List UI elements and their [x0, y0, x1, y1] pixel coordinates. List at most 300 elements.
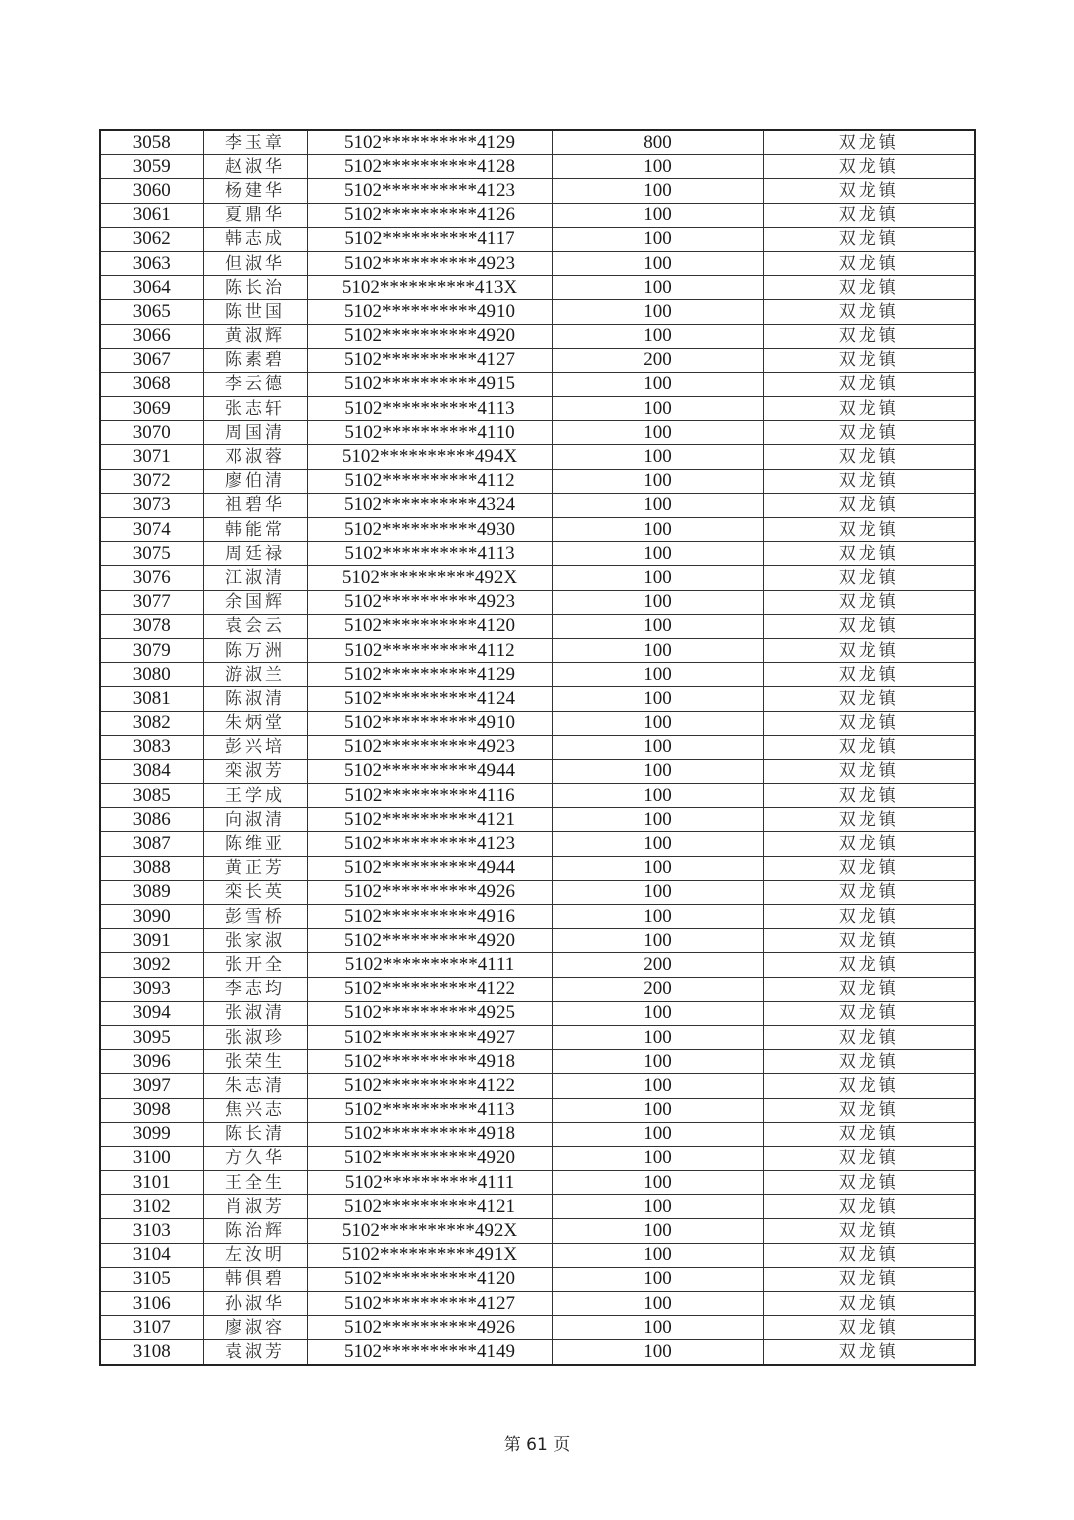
table-row: [100, 1098, 975, 1122]
table-row: [100, 1243, 975, 1267]
id-number-cell: 5102**********4920: [307, 1146, 552, 1170]
row-number-cell: 3076: [100, 566, 203, 590]
amount-cell: 100: [552, 203, 763, 227]
id-number-cell: 5102**********4113: [307, 397, 552, 421]
person-name-cell: 朱志清: [203, 1074, 307, 1098]
amount-cell: 100: [552, 324, 763, 348]
id-number-cell: 5102**********4930: [307, 518, 552, 542]
amount-cell: 100: [552, 155, 763, 179]
person-name-cell: 朱炳堂: [203, 711, 307, 735]
town-name-cell: 双龙镇: [763, 518, 975, 542]
row-number-cell: 3075: [100, 542, 203, 566]
id-number-cell: 5102**********4124: [307, 687, 552, 711]
town-name-cell: 双龙镇: [763, 1025, 975, 1049]
row-number-cell: 3108: [100, 1340, 203, 1365]
person-name-cell: 李志均: [203, 977, 307, 1001]
town-name-cell: 双龙镇: [763, 1316, 975, 1340]
id-number-cell: 5102**********4113: [307, 542, 552, 566]
row-number-cell: 3058: [100, 130, 203, 155]
amount-cell: 100: [552, 1074, 763, 1098]
town-name-cell: 双龙镇: [763, 469, 975, 493]
amount-cell: 200: [552, 953, 763, 977]
id-number-cell: 5102**********4111: [307, 1171, 552, 1195]
table-row: [100, 372, 975, 396]
person-name-cell: 彭兴培: [203, 735, 307, 759]
amount-cell: 800: [552, 130, 763, 155]
row-number-cell: 3074: [100, 518, 203, 542]
row-number-cell: 3067: [100, 348, 203, 372]
id-number-cell: 5102**********492X: [307, 566, 552, 590]
town-name-cell: 双龙镇: [763, 227, 975, 251]
table-row: [100, 638, 975, 662]
row-number-cell: 3079: [100, 638, 203, 662]
amount-cell: 100: [552, 566, 763, 590]
amount-cell: 100: [552, 518, 763, 542]
person-name-cell: 江淑清: [203, 566, 307, 590]
person-name-cell: 王学成: [203, 784, 307, 808]
town-name-cell: 双龙镇: [763, 251, 975, 275]
table-row: [100, 324, 975, 348]
row-number-cell: 3101: [100, 1171, 203, 1195]
person-name-cell: 赵淑华: [203, 155, 307, 179]
person-name-cell: 韩志成: [203, 227, 307, 251]
town-name-cell: 双龙镇: [763, 1267, 975, 1291]
person-name-cell: 夏鼎华: [203, 203, 307, 227]
row-number-cell: 3099: [100, 1122, 203, 1146]
row-number-cell: 3105: [100, 1267, 203, 1291]
table-row: [100, 687, 975, 711]
id-number-cell: 5102**********413X: [307, 276, 552, 300]
row-number-cell: 3072: [100, 469, 203, 493]
person-name-cell: 李云德: [203, 372, 307, 396]
id-number-cell: 5102**********4112: [307, 469, 552, 493]
amount-cell: 100: [552, 856, 763, 880]
amount-cell: 100: [552, 1316, 763, 1340]
amount-cell: 100: [552, 808, 763, 832]
table-row: [100, 542, 975, 566]
town-name-cell: 双龙镇: [763, 977, 975, 1001]
table-row: [100, 1001, 975, 1025]
table-row: [100, 880, 975, 904]
table-row: [100, 1292, 975, 1316]
id-number-cell: 5102**********4926: [307, 880, 552, 904]
town-name-cell: 双龙镇: [763, 711, 975, 735]
person-name-cell: 左汝明: [203, 1243, 307, 1267]
town-name-cell: 双龙镇: [763, 1122, 975, 1146]
amount-cell: 100: [552, 493, 763, 517]
row-number-cell: 3086: [100, 808, 203, 832]
person-name-cell: 陈长治: [203, 276, 307, 300]
row-number-cell: 3103: [100, 1219, 203, 1243]
town-name-cell: 双龙镇: [763, 735, 975, 759]
town-name-cell: 双龙镇: [763, 1001, 975, 1025]
town-name-cell: 双龙镇: [763, 1171, 975, 1195]
town-name-cell: 双龙镇: [763, 397, 975, 421]
table-row: [100, 929, 975, 953]
table-row: [100, 759, 975, 783]
town-name-cell: 双龙镇: [763, 566, 975, 590]
amount-cell: 100: [552, 469, 763, 493]
table-row: [100, 1316, 975, 1340]
person-name-cell: 黄淑辉: [203, 324, 307, 348]
row-number-cell: 3106: [100, 1292, 203, 1316]
person-name-cell: 肖淑芳: [203, 1195, 307, 1219]
town-name-cell: 双龙镇: [763, 638, 975, 662]
amount-cell: 100: [552, 1122, 763, 1146]
row-number-cell: 3090: [100, 905, 203, 929]
town-name-cell: 双龙镇: [763, 856, 975, 880]
id-number-cell: 5102**********4127: [307, 348, 552, 372]
amount-cell: 100: [552, 759, 763, 783]
id-number-cell: 5102**********4117: [307, 227, 552, 251]
person-name-cell: 彭雪桥: [203, 905, 307, 929]
town-name-cell: 双龙镇: [763, 276, 975, 300]
person-name-cell: 陈长清: [203, 1122, 307, 1146]
id-number-cell: 5102**********4111: [307, 953, 552, 977]
town-name-cell: 双龙镇: [763, 614, 975, 638]
row-number-cell: 3085: [100, 784, 203, 808]
row-number-cell: 3081: [100, 687, 203, 711]
id-number-cell: 5102**********492X: [307, 1219, 552, 1243]
person-name-cell: 栾长英: [203, 880, 307, 904]
amount-cell: 100: [552, 179, 763, 203]
table-row: [100, 421, 975, 445]
id-number-cell: 5102**********4123: [307, 179, 552, 203]
person-name-cell: 向淑清: [203, 808, 307, 832]
town-name-cell: 双龙镇: [763, 663, 975, 687]
town-name-cell: 双龙镇: [763, 155, 975, 179]
town-name-cell: 双龙镇: [763, 784, 975, 808]
id-number-cell: 5102**********4910: [307, 711, 552, 735]
person-name-cell: 周国清: [203, 421, 307, 445]
table-row: [100, 808, 975, 832]
person-name-cell: 张淑珍: [203, 1025, 307, 1049]
row-number-cell: 3107: [100, 1316, 203, 1340]
town-name-cell: 双龙镇: [763, 130, 975, 155]
table-row: [100, 614, 975, 638]
row-number-cell: 3102: [100, 1195, 203, 1219]
id-number-cell: 5102**********4121: [307, 808, 552, 832]
row-number-cell: 3059: [100, 155, 203, 179]
row-number-cell: 3084: [100, 759, 203, 783]
table-row: [100, 953, 975, 977]
table-row: [100, 856, 975, 880]
person-name-cell: 但淑华: [203, 251, 307, 275]
town-name-cell: 双龙镇: [763, 1243, 975, 1267]
amount-cell: 100: [552, 1292, 763, 1316]
row-number-cell: 3092: [100, 953, 203, 977]
amount-cell: 200: [552, 348, 763, 372]
town-name-cell: 双龙镇: [763, 372, 975, 396]
person-name-cell: 韩俱碧: [203, 1267, 307, 1291]
person-name-cell: 孙淑华: [203, 1292, 307, 1316]
row-number-cell: 3068: [100, 372, 203, 396]
town-name-cell: 双龙镇: [763, 590, 975, 614]
table-row: [100, 1146, 975, 1170]
amount-cell: 100: [552, 590, 763, 614]
row-number-cell: 3104: [100, 1243, 203, 1267]
person-name-cell: 陈万洲: [203, 638, 307, 662]
town-name-cell: 双龙镇: [763, 929, 975, 953]
amount-cell: 100: [552, 735, 763, 759]
id-number-cell: 5102**********4128: [307, 155, 552, 179]
amount-cell: 100: [552, 663, 763, 687]
table-row: [100, 1171, 975, 1195]
row-number-cell: 3066: [100, 324, 203, 348]
amount-cell: 100: [552, 227, 763, 251]
id-number-cell: 5102**********4116: [307, 784, 552, 808]
row-number-cell: 3062: [100, 227, 203, 251]
town-name-cell: 双龙镇: [763, 300, 975, 324]
table-row: [100, 348, 975, 372]
id-number-cell: 5102**********4129: [307, 130, 552, 155]
person-name-cell: 杨建华: [203, 179, 307, 203]
id-number-cell: 5102**********4925: [307, 1001, 552, 1025]
table-row: [100, 977, 975, 1001]
row-number-cell: 3094: [100, 1001, 203, 1025]
amount-cell: 100: [552, 929, 763, 953]
person-name-cell: 方久华: [203, 1146, 307, 1170]
town-name-cell: 双龙镇: [763, 832, 975, 856]
amount-cell: 100: [552, 784, 763, 808]
id-number-cell: 5102**********4121: [307, 1195, 552, 1219]
table-row: [100, 397, 975, 421]
table-row: [100, 1025, 975, 1049]
id-number-cell: 5102**********4112: [307, 638, 552, 662]
town-name-cell: 双龙镇: [763, 542, 975, 566]
id-number-cell: 5102**********4910: [307, 300, 552, 324]
person-name-cell: 王全生: [203, 1171, 307, 1195]
id-number-cell: 5102**********4123: [307, 832, 552, 856]
table-row: [100, 905, 975, 929]
id-number-cell: 5102**********4120: [307, 614, 552, 638]
amount-cell: 100: [552, 711, 763, 735]
id-number-cell: 5102**********4122: [307, 977, 552, 1001]
page-number: 第 61 页: [503, 1435, 571, 1455]
town-name-cell: 双龙镇: [763, 179, 975, 203]
town-name-cell: 双龙镇: [763, 1340, 975, 1365]
id-number-cell: 5102**********4149: [307, 1340, 552, 1365]
amount-cell: 100: [552, 832, 763, 856]
town-name-cell: 双龙镇: [763, 493, 975, 517]
table-row: [100, 469, 975, 493]
town-name-cell: 双龙镇: [763, 1050, 975, 1074]
table-row: [100, 203, 975, 227]
person-name-cell: 张开全: [203, 953, 307, 977]
person-name-cell: 陈维亚: [203, 832, 307, 856]
table-row: [100, 300, 975, 324]
id-number-cell: 5102**********4127: [307, 1292, 552, 1316]
table-row: [100, 1074, 975, 1098]
table-row: [100, 735, 975, 759]
table-row: [100, 663, 975, 687]
amount-cell: 100: [552, 1050, 763, 1074]
table-row: [100, 711, 975, 735]
row-number-cell: 3060: [100, 179, 203, 203]
table-row: [100, 566, 975, 590]
table-row: [100, 130, 975, 155]
amount-cell: 200: [552, 977, 763, 1001]
id-number-cell: 5102**********4923: [307, 590, 552, 614]
id-number-cell: 5102**********4927: [307, 1025, 552, 1049]
town-name-cell: 双龙镇: [763, 687, 975, 711]
table-row: [100, 832, 975, 856]
table-row: [100, 493, 975, 517]
town-name-cell: 双龙镇: [763, 905, 975, 929]
id-number-cell: 5102**********4923: [307, 251, 552, 275]
id-number-cell: 5102**********4918: [307, 1050, 552, 1074]
table-row: [100, 227, 975, 251]
amount-cell: 100: [552, 638, 763, 662]
person-name-cell: 游淑兰: [203, 663, 307, 687]
row-number-cell: 3089: [100, 880, 203, 904]
amount-cell: 100: [552, 687, 763, 711]
row-number-cell: 3093: [100, 977, 203, 1001]
person-name-cell: 陈淑清: [203, 687, 307, 711]
person-name-cell: 袁会云: [203, 614, 307, 638]
amount-cell: 100: [552, 1243, 763, 1267]
person-name-cell: 袁淑芳: [203, 1340, 307, 1365]
amount-cell: 100: [552, 1001, 763, 1025]
person-name-cell: 陈治辉: [203, 1219, 307, 1243]
row-number-cell: 3071: [100, 445, 203, 469]
id-number-cell: 5102**********4920: [307, 929, 552, 953]
id-number-cell: 5102**********4126: [307, 203, 552, 227]
amount-cell: 100: [552, 251, 763, 275]
id-number-cell: 5102**********494X: [307, 445, 552, 469]
id-number-cell: 5102**********4129: [307, 663, 552, 687]
id-number-cell: 5102**********4920: [307, 324, 552, 348]
id-number-cell: 5102**********4944: [307, 856, 552, 880]
roster-body: [100, 130, 975, 1365]
town-name-cell: 双龙镇: [763, 880, 975, 904]
table-row: [100, 179, 975, 203]
id-number-cell: 5102**********4918: [307, 1122, 552, 1146]
town-name-cell: 双龙镇: [763, 324, 975, 348]
person-name-cell: 焦兴志: [203, 1098, 307, 1122]
person-name-cell: 周廷禄: [203, 542, 307, 566]
id-number-cell: 5102**********4923: [307, 735, 552, 759]
id-number-cell: 5102**********4915: [307, 372, 552, 396]
row-number-cell: 3082: [100, 711, 203, 735]
person-name-cell: 邓淑蓉: [203, 445, 307, 469]
amount-cell: 100: [552, 542, 763, 566]
amount-cell: 100: [552, 397, 763, 421]
row-number-cell: 3064: [100, 276, 203, 300]
amount-cell: 100: [552, 1025, 763, 1049]
table-row: [100, 1195, 975, 1219]
table-row: [100, 276, 975, 300]
amount-cell: 100: [552, 905, 763, 929]
row-number-cell: 3091: [100, 929, 203, 953]
person-name-cell: 余国辉: [203, 590, 307, 614]
table-row: [100, 1219, 975, 1243]
amount-cell: 100: [552, 880, 763, 904]
person-name-cell: 李玉章: [203, 130, 307, 155]
table-row: [100, 1050, 975, 1074]
town-name-cell: 双龙镇: [763, 1074, 975, 1098]
person-name-cell: 韩能常: [203, 518, 307, 542]
table-row: [100, 155, 975, 179]
town-name-cell: 双龙镇: [763, 1219, 975, 1243]
row-number-cell: 3087: [100, 832, 203, 856]
amount-cell: 100: [552, 421, 763, 445]
person-name-cell: 廖淑容: [203, 1316, 307, 1340]
id-number-cell: 5102**********4926: [307, 1316, 552, 1340]
id-number-cell: 5102**********4113: [307, 1098, 552, 1122]
row-number-cell: 3070: [100, 421, 203, 445]
person-name-cell: 张志轩: [203, 397, 307, 421]
id-number-cell: 5102**********4122: [307, 1074, 552, 1098]
amount-cell: 100: [552, 372, 763, 396]
row-number-cell: 3078: [100, 614, 203, 638]
person-name-cell: 陈素碧: [203, 348, 307, 372]
row-number-cell: 3063: [100, 251, 203, 275]
amount-cell: 100: [552, 276, 763, 300]
row-number-cell: 3100: [100, 1146, 203, 1170]
row-number-cell: 3080: [100, 663, 203, 687]
row-number-cell: 3095: [100, 1025, 203, 1049]
amount-cell: 100: [552, 1146, 763, 1170]
person-name-cell: 廖伯清: [203, 469, 307, 493]
amount-cell: 100: [552, 1340, 763, 1365]
town-name-cell: 双龙镇: [763, 1098, 975, 1122]
table-row: [100, 1122, 975, 1146]
amount-cell: 100: [552, 1098, 763, 1122]
table-row: [100, 1340, 975, 1365]
person-name-cell: 陈世国: [203, 300, 307, 324]
row-number-cell: 3077: [100, 590, 203, 614]
person-name-cell: 黄正芳: [203, 856, 307, 880]
table-row: [100, 445, 975, 469]
town-name-cell: 双龙镇: [763, 421, 975, 445]
town-name-cell: 双龙镇: [763, 445, 975, 469]
amount-cell: 100: [552, 1171, 763, 1195]
row-number-cell: 3061: [100, 203, 203, 227]
row-number-cell: 3083: [100, 735, 203, 759]
person-name-cell: 栾淑芳: [203, 759, 307, 783]
id-number-cell: 5102**********4110: [307, 421, 552, 445]
row-number-cell: 3097: [100, 1074, 203, 1098]
amount-cell: 100: [552, 614, 763, 638]
id-number-cell: 5102**********491X: [307, 1243, 552, 1267]
town-name-cell: 双龙镇: [763, 1195, 975, 1219]
town-name-cell: 双龙镇: [763, 953, 975, 977]
person-name-cell: 祖碧华: [203, 493, 307, 517]
person-name-cell: 张荣生: [203, 1050, 307, 1074]
amount-cell: 100: [552, 1267, 763, 1291]
town-name-cell: 双龙镇: [763, 1146, 975, 1170]
row-number-cell: 3065: [100, 300, 203, 324]
id-number-cell: 5102**********4944: [307, 759, 552, 783]
row-number-cell: 3073: [100, 493, 203, 517]
amount-cell: 100: [552, 300, 763, 324]
row-number-cell: 3098: [100, 1098, 203, 1122]
row-number-cell: 3069: [100, 397, 203, 421]
town-name-cell: 双龙镇: [763, 348, 975, 372]
table-row: [100, 784, 975, 808]
person-name-cell: 张淑清: [203, 1001, 307, 1025]
id-number-cell: 5102**********4916: [307, 905, 552, 929]
table-row: [100, 1267, 975, 1291]
amount-cell: 100: [552, 445, 763, 469]
town-name-cell: 双龙镇: [763, 808, 975, 832]
town-name-cell: 双龙镇: [763, 203, 975, 227]
table-row: [100, 251, 975, 275]
amount-cell: 100: [552, 1195, 763, 1219]
row-number-cell: 3088: [100, 856, 203, 880]
amount-cell: 100: [552, 1219, 763, 1243]
